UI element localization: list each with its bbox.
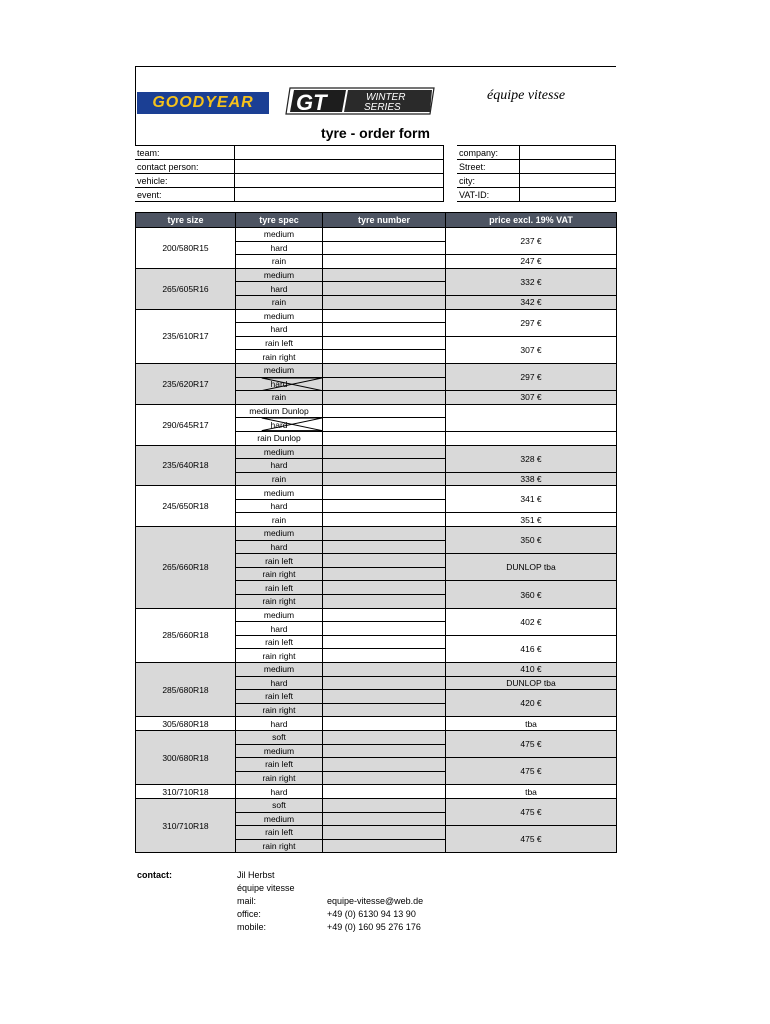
- tyre-spec-label: medium: [263, 609, 295, 620]
- tyre-spec-cell: [236, 513, 323, 527]
- tyre-spec-label: rain: [271, 297, 287, 308]
- tyre-spec-label: rain right: [262, 650, 296, 661]
- tyre-spec-cell: [236, 350, 323, 364]
- tyre-number-input[interactable]: [323, 663, 446, 677]
- tyre-spec-cell: [236, 703, 323, 717]
- tyre-spec-label: rain right: [262, 841, 296, 852]
- equipe-vitesse-logo: [487, 88, 587, 116]
- tyre-number-input[interactable]: [323, 785, 446, 799]
- info-label: team:: [135, 146, 235, 160]
- table-row: [136, 663, 617, 677]
- tyre-spec-label: hard: [270, 718, 288, 729]
- info-row-left: [135, 174, 444, 188]
- table-row: [136, 363, 617, 377]
- tyre-spec-cell: [236, 758, 323, 772]
- table-row: [136, 608, 617, 622]
- info-label: vehicle:: [135, 174, 235, 188]
- contact-company: équipe vitesse: [237, 883, 295, 893]
- table-row: [136, 717, 617, 731]
- info-label: event:: [135, 188, 235, 202]
- tyre-spec-cell: [236, 785, 323, 799]
- contact-mobile-phone: +49 (0) 160 95 276 176: [327, 922, 421, 932]
- tyre-spec-label: medium Dunlop: [249, 406, 309, 417]
- tyre-number-input[interactable]: [323, 391, 446, 405]
- tyre-number-input[interactable]: [323, 676, 446, 690]
- info-input-field[interactable]: [235, 174, 444, 188]
- price-cell: 237 €: [446, 228, 617, 255]
- info-input-field[interactable]: [235, 188, 444, 202]
- tyre-spec-cell: [236, 309, 323, 323]
- price-cell: DUNLOP tba: [446, 676, 617, 690]
- price-cell: 342 €: [446, 295, 617, 309]
- tyre-size-cell: 235/640R18: [136, 445, 236, 486]
- tyre-spec-label: rain right: [262, 569, 296, 580]
- tyre-spec-cell: [236, 663, 323, 677]
- tyre-spec-cell: [236, 567, 323, 581]
- tyre-spec-label: hard: [270, 501, 288, 512]
- tyre-number-input[interactable]: [323, 730, 446, 744]
- tyre-spec-label: rain right: [262, 705, 296, 716]
- tyre-spec-cell: [236, 459, 323, 473]
- price-cell: 475 €: [446, 758, 617, 785]
- tyre-number-input[interactable]: [323, 486, 446, 500]
- tyre-spec-label: rain: [271, 392, 287, 403]
- price-cell: 297 €: [446, 363, 617, 390]
- tyre-size-cell: 265/660R18: [136, 527, 236, 609]
- tyre-spec-label: soft: [272, 800, 286, 811]
- table-row: [136, 486, 617, 500]
- price-cell: [446, 404, 617, 431]
- tyre-number-input[interactable]: [323, 445, 446, 459]
- price-cell: 475 €: [446, 826, 617, 853]
- tyre-number-input[interactable]: [323, 336, 446, 350]
- winter-text: WINTER: [366, 92, 406, 103]
- price-cell: 475 €: [446, 798, 617, 825]
- equipe-vitesse-logo-text: équipe vitesse: [487, 88, 566, 103]
- tyre-number-input[interactable]: [323, 608, 446, 622]
- series-text: SERIES: [364, 102, 401, 113]
- tyre-size-cell: 305/680R18: [136, 717, 236, 731]
- tyre-number-input[interactable]: [323, 744, 446, 758]
- tyre-number-input[interactable]: [323, 418, 446, 432]
- tyre-number-input[interactable]: [323, 690, 446, 704]
- table-row: [136, 404, 617, 418]
- tyre-number-input[interactable]: [323, 567, 446, 581]
- gt-logo-graphic: [284, 86, 439, 118]
- info-label: contact person:: [135, 160, 235, 174]
- tyre-spec-cell: [236, 771, 323, 785]
- sheet-top-border: [135, 66, 616, 67]
- tyre-number-input[interactable]: [323, 513, 446, 527]
- tyre-number-input[interactable]: [323, 363, 446, 377]
- tyre-spec-label: rain Dunlop: [257, 433, 301, 444]
- tyre-number-input[interactable]: [323, 499, 446, 513]
- info-row-left: [135, 160, 444, 174]
- tyre-number-input[interactable]: [323, 241, 446, 255]
- tyre-number-input[interactable]: [323, 595, 446, 609]
- tyre-spec-cell: [236, 282, 323, 296]
- tyre-spec-cell: [236, 744, 323, 758]
- info-row-right: [457, 188, 616, 202]
- tyre-spec-cell: [236, 391, 323, 405]
- tyre-size-cell: 245/650R18: [136, 486, 236, 527]
- tyre-spec-label: rain left: [265, 338, 293, 349]
- tyre-number-input[interactable]: [323, 350, 446, 364]
- tyre-spec-label: hard: [270, 623, 288, 634]
- tyre-size-cell: 235/610R17: [136, 309, 236, 363]
- tyre-size-cell: 300/680R18: [136, 730, 236, 784]
- table-row: [136, 268, 617, 282]
- tyre-spec-label: medium: [263, 664, 295, 675]
- tyre-size-cell: 290/645R17: [136, 404, 236, 445]
- tyre-spec-cell: [236, 377, 323, 391]
- customer-info-left: [135, 145, 444, 202]
- table-row: [136, 798, 617, 812]
- price-cell: 410 €: [446, 663, 617, 677]
- tyre-size-cell: 285/680R18: [136, 663, 236, 717]
- tyre-spec-label: rain right: [262, 596, 296, 607]
- tyre-spec-cell: [236, 241, 323, 255]
- tyre-spec-label: soft: [272, 732, 286, 743]
- order-table: [135, 212, 617, 853]
- col-header-price: price excl. 19% VAT: [446, 213, 617, 228]
- tyre-spec-label: medium: [263, 365, 295, 376]
- info-row-left: [135, 146, 444, 160]
- tyre-number-input[interactable]: [323, 554, 446, 568]
- tyre-spec-label: rain left: [265, 759, 293, 770]
- contact-name: Jil Herbst: [237, 870, 275, 880]
- tyre-number-input[interactable]: [323, 717, 446, 731]
- contact-label: contact:: [137, 870, 173, 880]
- price-cell: 402 €: [446, 608, 617, 635]
- tyre-spec-label: rain left: [265, 637, 293, 648]
- order-table-header: [136, 213, 617, 228]
- price-cell: 416 €: [446, 635, 617, 662]
- tyre-spec-label: rain: [271, 514, 287, 525]
- tyre-spec-label: hard: [270, 378, 288, 389]
- tyre-spec-label: hard: [270, 283, 288, 294]
- tyre-spec-label: medium: [263, 745, 295, 756]
- tyre-number-input[interactable]: [323, 309, 446, 323]
- tyre-spec-cell: [236, 649, 323, 663]
- gt-mark: GT: [296, 90, 327, 115]
- tyre-spec-label: rain right: [262, 351, 296, 362]
- tyre-number-input[interactable]: [323, 826, 446, 840]
- info-row-right: [457, 174, 616, 188]
- tyre-spec-label: rain: [271, 256, 287, 267]
- col-header-spec: tyre spec: [236, 213, 323, 228]
- tyre-spec-label: medium: [263, 310, 295, 321]
- info-input-field[interactable]: [520, 160, 616, 174]
- tyre-spec-cell: [236, 826, 323, 840]
- tyre-number-input[interactable]: [323, 540, 446, 554]
- col-header-size: tyre size: [136, 213, 236, 228]
- tyre-spec-cell: [236, 635, 323, 649]
- tyre-size-cell: 310/710R18: [136, 798, 236, 852]
- tyre-number-input[interactable]: [323, 459, 446, 473]
- tyre-spec-label: hard: [270, 541, 288, 552]
- tyre-number-input[interactable]: [323, 703, 446, 717]
- tyre-spec-cell: [236, 608, 323, 622]
- tyre-spec-cell: [236, 404, 323, 418]
- price-cell: 247 €: [446, 255, 617, 269]
- goodyear-logo-text: GOODYEAR: [152, 94, 254, 111]
- tyre-spec-label: rain left: [265, 827, 293, 838]
- tyre-number-input[interactable]: [323, 622, 446, 636]
- tyre-number-input[interactable]: [323, 282, 446, 296]
- tyre-number-input[interactable]: [323, 798, 446, 812]
- tyre-spec-cell: [236, 527, 323, 541]
- tyre-spec-cell: [236, 255, 323, 269]
- tyre-number-input[interactable]: [323, 268, 446, 282]
- tyre-number-input[interactable]: [323, 404, 446, 418]
- price-cell: 475 €: [446, 730, 617, 757]
- table-row: [136, 785, 617, 799]
- tyre-number-input[interactable]: [323, 812, 446, 826]
- info-row-left: [135, 188, 444, 202]
- price-cell: 332 €: [446, 268, 617, 295]
- tyre-spec-label: rain right: [262, 773, 296, 784]
- tyre-spec-cell: [236, 268, 323, 282]
- price-cell: 338 €: [446, 472, 617, 486]
- info-input-field[interactable]: [235, 146, 444, 160]
- tyre-spec-cell: [236, 323, 323, 337]
- col-header-number: tyre number: [323, 213, 446, 228]
- price-cell: DUNLOP tba: [446, 554, 617, 581]
- price-cell: 307 €: [446, 391, 617, 405]
- price-cell: tba: [446, 785, 617, 799]
- tyre-number-input[interactable]: [323, 431, 446, 445]
- goodyear-logo: [137, 92, 269, 114]
- tyre-spec-cell: [236, 676, 323, 690]
- table-row: [136, 228, 617, 242]
- table-row: [136, 527, 617, 541]
- tyre-spec-cell: [236, 690, 323, 704]
- info-label: VAT-ID:: [457, 188, 520, 202]
- info-label: company:: [457, 146, 520, 160]
- tyre-spec-label: rain left: [265, 582, 293, 593]
- info-label: Street:: [457, 160, 520, 174]
- tyre-spec-label: medium: [263, 528, 295, 539]
- tyre-number-input[interactable]: [323, 228, 446, 242]
- tyre-spec-cell: [236, 554, 323, 568]
- tyre-number-input[interactable]: [323, 377, 446, 391]
- contact-mail-link[interactable]: equipe-vitesse@web.de: [327, 896, 424, 906]
- tyre-size-cell: 285/660R18: [136, 608, 236, 662]
- tyre-spec-cell: [236, 595, 323, 609]
- tyre-spec-label: hard: [270, 419, 288, 430]
- tyre-spec-label: medium: [263, 813, 295, 824]
- price-cell: [446, 431, 617, 445]
- tyre-spec-cell: [236, 486, 323, 500]
- price-cell: 420 €: [446, 690, 617, 717]
- info-label: city:: [457, 174, 520, 188]
- table-row: [136, 445, 617, 459]
- tyre-number-input[interactable]: [323, 323, 446, 337]
- tyre-spec-cell: [236, 839, 323, 853]
- gt-winter-series-logo: [284, 86, 439, 118]
- info-input-field[interactable]: [520, 188, 616, 202]
- price-cell: 351 €: [446, 513, 617, 527]
- tyre-spec-cell: [236, 295, 323, 309]
- tyre-size-cell: 265/605R16: [136, 268, 236, 309]
- tyre-spec-cell: [236, 418, 323, 432]
- tyre-spec-cell: [236, 730, 323, 744]
- tyre-number-input[interactable]: [323, 295, 446, 309]
- customer-info-right: [457, 145, 616, 202]
- tyre-spec-cell: [236, 472, 323, 486]
- tyre-spec-cell: [236, 363, 323, 377]
- page-title: tyre - order form: [321, 125, 430, 141]
- tyre-spec-cell: [236, 336, 323, 350]
- tyre-number-input[interactable]: [323, 649, 446, 663]
- contact-key-mail: mail:: [237, 896, 257, 906]
- tyre-spec-label: rain left: [265, 555, 293, 566]
- tyre-spec-label: rain left: [265, 691, 293, 702]
- tyre-spec-cell: [236, 540, 323, 554]
- tyre-number-input[interactable]: [323, 255, 446, 269]
- table-row: [136, 309, 617, 323]
- contact-key-mobile: mobile:: [237, 922, 267, 932]
- price-cell: 350 €: [446, 527, 617, 554]
- tyre-spec-cell: [236, 798, 323, 812]
- info-row-right: [457, 146, 616, 160]
- tyre-spec-label: hard: [270, 677, 288, 688]
- tyre-number-input[interactable]: [323, 839, 446, 853]
- tyre-size-cell: 310/710R18: [136, 785, 236, 799]
- tyre-spec-label: medium: [263, 446, 295, 457]
- tyre-spec-cell: [236, 445, 323, 459]
- tyre-spec-label: medium: [263, 487, 295, 498]
- contact-office-phone: +49 (0) 6130 94 13 90: [327, 909, 416, 919]
- tyre-spec-cell: [236, 812, 323, 826]
- tyre-number-input[interactable]: [323, 771, 446, 785]
- tyre-number-input[interactable]: [323, 758, 446, 772]
- price-cell: 341 €: [446, 486, 617, 513]
- price-cell: tba: [446, 717, 617, 731]
- price-cell: 297 €: [446, 309, 617, 336]
- tyre-spec-cell: [236, 228, 323, 242]
- tyre-spec-label: hard: [270, 242, 288, 253]
- tyre-spec-cell: [236, 622, 323, 636]
- tyre-spec-label: hard: [270, 786, 288, 797]
- contact-key-office: office:: [237, 909, 261, 919]
- tyre-number-input[interactable]: [323, 527, 446, 541]
- price-cell: 360 €: [446, 581, 617, 608]
- tyre-spec-cell: [236, 499, 323, 513]
- tyre-number-input[interactable]: [323, 581, 446, 595]
- table-row: [136, 730, 617, 744]
- info-row-right: [457, 160, 616, 174]
- tyre-spec-cell: [236, 431, 323, 445]
- info-input-field[interactable]: [520, 174, 616, 188]
- tyre-size-cell: 235/620R17: [136, 363, 236, 404]
- info-input-field[interactable]: [520, 146, 616, 160]
- tyre-number-input[interactable]: [323, 635, 446, 649]
- info-input-field[interactable]: [235, 160, 444, 174]
- tyre-spec-label: medium: [263, 229, 295, 240]
- tyre-size-cell: 200/580R15: [136, 228, 236, 269]
- tyre-spec-label: hard: [270, 324, 288, 335]
- tyre-spec-cell: [236, 581, 323, 595]
- tyre-spec-label: hard: [270, 460, 288, 471]
- tyre-spec-label: medium: [263, 270, 295, 281]
- tyre-spec-cell: [236, 717, 323, 731]
- tyre-spec-label: rain: [271, 473, 287, 484]
- price-cell: 307 €: [446, 336, 617, 363]
- price-cell: 328 €: [446, 445, 617, 472]
- tyre-number-input[interactable]: [323, 472, 446, 486]
